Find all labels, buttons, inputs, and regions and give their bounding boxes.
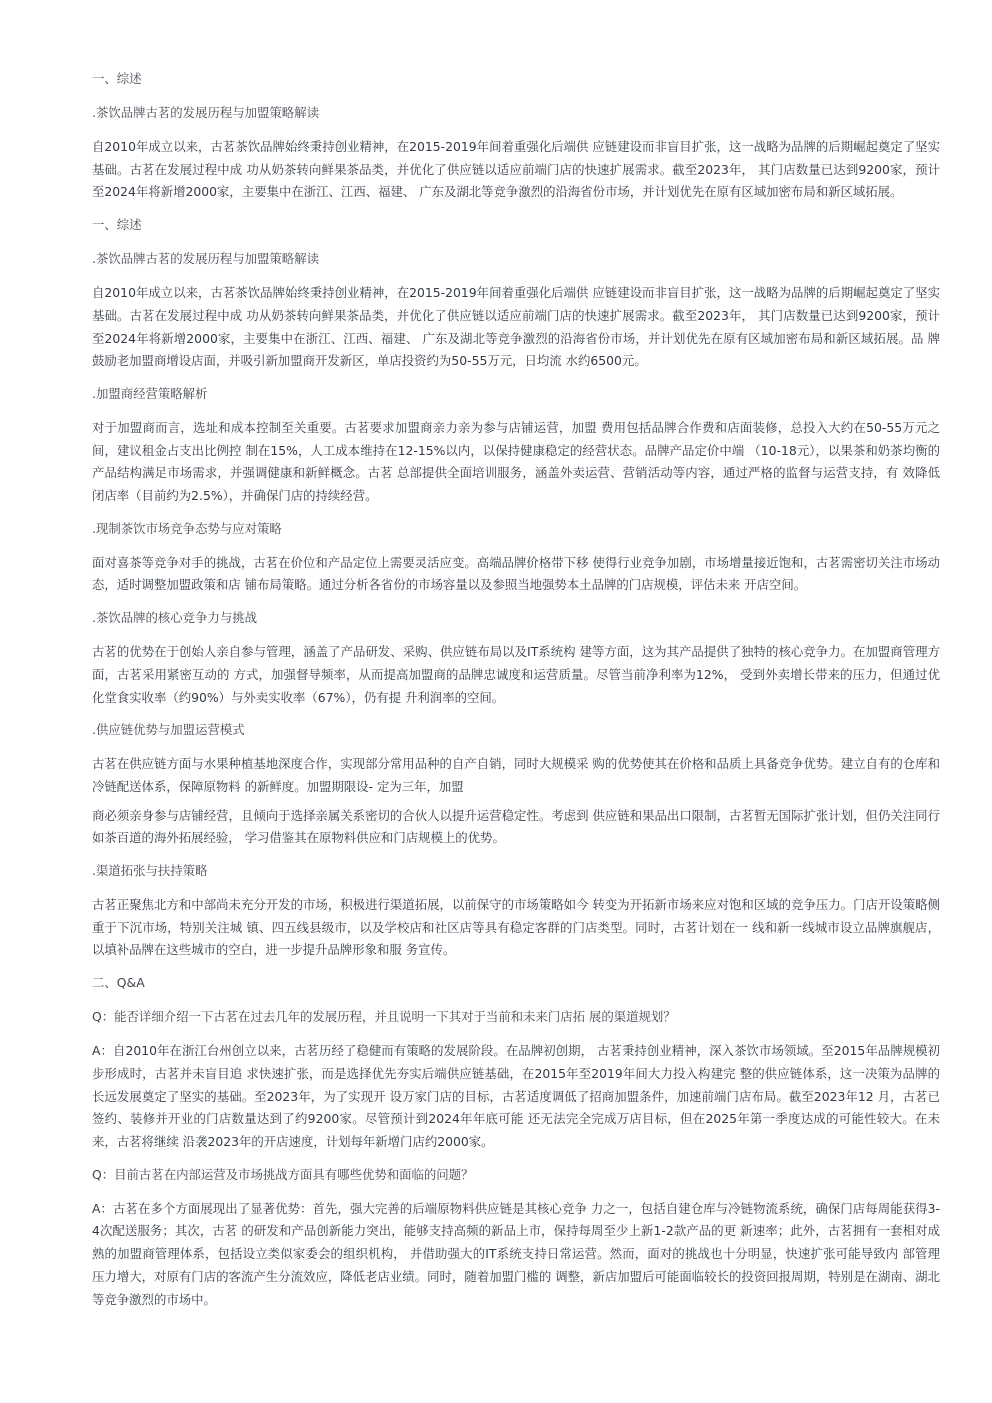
qa-answer-2: A：古茗在多个方面展现出了显著优势：首先，强大完善的后端原物料供应链是其核心竞争 力之一，包括自建仓库与冷链物流系统，确保门店每周能获得3-4次配送服务；其次，古茗 的研发和产品创新能力突出，能够支持高频的新品上市，保持每周至少上新1-2款产品的更 新速率；此外，古茗拥有一套相对成熟的加盟商管理体系，包括设立类似家委会的组织机构， 并借助强大的IT系统支持日常运营。然而，面对的挑战也十分明显，快速扩张可能导致内 部管理压力增大，对原有门店的客流产生分流效应，降低老店业绩。同时，随着加盟门槛的 调整，新店加盟后可能面临较长的投资回报周期，特别是在湖南、湖北等竞争激烈的市场中。 bbox=[92, 1200, 940, 1307]
section-heading-overview-repeat: 一、综述 bbox=[92, 217, 142, 233]
qa-question-2: Q：目前古茗在内部运营及市场挑战方面具有哪些优势和面临的问题？ bbox=[92, 1166, 474, 1182]
subsection-heading-supply-chain: .供应链优势与加盟运营模式 bbox=[92, 722, 245, 738]
subsection-heading-brand-history: .茶饮品牌古茗的发展历程与加盟策略解读 bbox=[92, 105, 319, 120]
paragraph-brand-history: 自2010年成立以来，古茗茶饮品牌始终秉持创业精神，在2015-2019年间着重强化后端供 应链建设而非盲目扩张，这一战略为品牌的后期崛起奠定了坚实基础。古茗在发展过程中成 功从奶茶转向鲜果茶品类，并优化了供应链以适应前端门店的快速扩展需求。截至2023年， 其门店数量已达到9200家，预计至2024年将新增2000家，主要集中在浙江、江西、福建、 广东及湖北等竞争激烈的沿海省份市场，并计划优先在原有区域加密布局和新区域拓展。 bbox=[92, 139, 940, 200]
subsection-heading-brand-history-repeat: .茶饮品牌古茗的发展历程与加盟策略解读 bbox=[92, 251, 319, 267]
paragraph-core-competitiveness: 古茗的优势在于创始人亲自参与管理，涵盖了产品研发、采购、供应链布局以及IT系统构 建等方面，这为其产品提供了独特的核心竞争力。在加盟商管理方面，古茗采用紧密互动的 方式，加强督导频率，从而提高加盟商的品牌忠诚度和运营质量。尽管当前净利率为12%， 受到外卖增长带来的压力，但通过优化堂食实收率（约90%）与外卖实收率（67%），仍有提 升利润率的空间。 bbox=[92, 644, 940, 705]
paragraph-brand-history-extended: 自2010年成立以来，古茗茶饮品牌始终秉持创业精神，在2015-2019年间着重强化后端供 应链建设而非盲目扩张，这一战略为品牌的后期崛起奠定了坚实基础。古茗在发展过程中成 功从奶茶转向鲜果茶品类，并优化了供应链以适应前端门店的快速扩展需求。截至2023年， 其门店数量已达到9200家，预计至2024年将新增2000家，主要集中在浙江、江西、福建、 广东及湖北等竞争激烈的沿海省份市场，并计划优先在原有区域加密布局和新区域拓展。品 牌鼓励老加盟商增设店面，并吸引新加盟商开发新区，单店投资约为50-55万元，日均流 水约6500元。 bbox=[92, 285, 940, 369]
subsection-heading-franchisee-strategy: .加盟商经营策略解析 bbox=[92, 385, 208, 401]
paragraph-market-competition: 面对喜茶等竞争对手的挑战，古茗在价位和产品定位上需要灵活应变。高端品牌价格带下移 使得行业竞争加剧，市场增量接近饱和，古茗需密切关注市场动态，适时调整加盟政策和店 铺布局策略。通过分析各省份的市场容量以及参照当地强势本土品牌的门店规模，评估未来 开店空间。 bbox=[92, 554, 940, 593]
subsection-heading-channel-expansion: .渠道拓张与扶持策略 bbox=[92, 863, 208, 879]
document-page bbox=[92, 68, 940, 1321]
subsection-heading-core-competitiveness: .茶饮品牌的核心竞争力与挑战 bbox=[92, 610, 258, 626]
qa-question-1: Q：能否详细介绍一下古茗在过去几年的发展历程，并且说明一下其对于当前和未来门店拓 展的渠道规划？ bbox=[92, 1009, 676, 1025]
paragraph-supply-chain-continued: 商必须亲身参与店铺经营，且倾向于选择亲属关系密切的合伙人以提升运营稳定性。考虑到 供应链和果品出口限制，古茗暂无国际扩张计划，但仍关注同行如茶百道的海外拓展经验， 学习借鉴其在原物料供应和门店规模上的优势。 bbox=[92, 807, 940, 846]
qa-answer-1: A：自2010年在浙江台州创立以来，古茗历经了稳健而有策略的发展阶段。在品牌初创期， 古茗秉持创业精神，深入茶饮市场领域。至2015年品牌规模初步形成时，古茗并未盲目追 求快速扩张，而是选择优先夯实后端供应链基础，在2015年至2019年间大力投入构建完 整的供应链体系，这一决策为品牌的长远发展奠定了坚实的基础。至2023年，为了实现开 设万家门店的目标，古茗适度调低了招商加盟条件，加速前端门店布局。截至2023年12 月，古茗已签约、装修并开业的门店数量达到了约9200家。尽管预计到2024年年底可能 还无法完全完成万店目标，但在2025年第一季度达成的可能性较大。在未来，古茗将继续 沿袭2023年的开店速度，计划每年新增门店约2000家。 bbox=[92, 1043, 940, 1149]
section-heading-qa: 二、Q&A bbox=[92, 975, 145, 991]
paragraph-supply-chain: 古茗在供应链方面与水果种植基地深度合作，实现部分常用品种的自产自销，同时大规模采 购的优势使其在价格和品质上具备竞争优势。建立自有的仓库和冷链配送体系，保障原物料 的新鲜度。加盟期限设- 定为三年，加盟 bbox=[92, 756, 940, 794]
paragraph-channel-expansion: 古茗正聚焦北方和中部尚未充分开发的市场，积极进行渠道拓展，以前保守的市场策略如今 转变为开拓新市场来应对饱和区域的竞争压力。门店开设策略侧重于下沉市场，特别关注城 镇、四五线县级市，以及学校店和社区店等具有稳定客群的门店类型。同时，古茗计划在一 线和新一线城市设立品牌旗舰店，以填补品牌在这些城市的空白，进一步提升品牌形象和服 务宣传。 bbox=[92, 897, 940, 958]
paragraph-franchisee-strategy: 对于加盟商而言，选址和成本控制至关重要。古茗要求加盟商亲力亲为参与店铺运营，加盟 费用包括品牌合作费和店面装修，总投入大约在50-55万元之间，建议租金占支出比例控 制在15%，人工成本维持在12-15%以内，以保持健康稳定的经营状态。品牌产品定价中端 （10-18元），以果茶和奶茶均衡的产品结构满足市场需求，并强调健康和新鲜概念。古茗 总部提供全面培训服务，涵盖外卖运营、营销活动等内容，通过严格的监督与运营支持，有 效降低闭店率（目前约为2.5%），并确保门店的持续经营。 bbox=[92, 419, 940, 504]
subsection-heading-market-competition: .现制茶饮市场竞争态势与应对策略 bbox=[92, 520, 282, 536]
section-heading-overview: 一、综述 bbox=[92, 71, 142, 86]
